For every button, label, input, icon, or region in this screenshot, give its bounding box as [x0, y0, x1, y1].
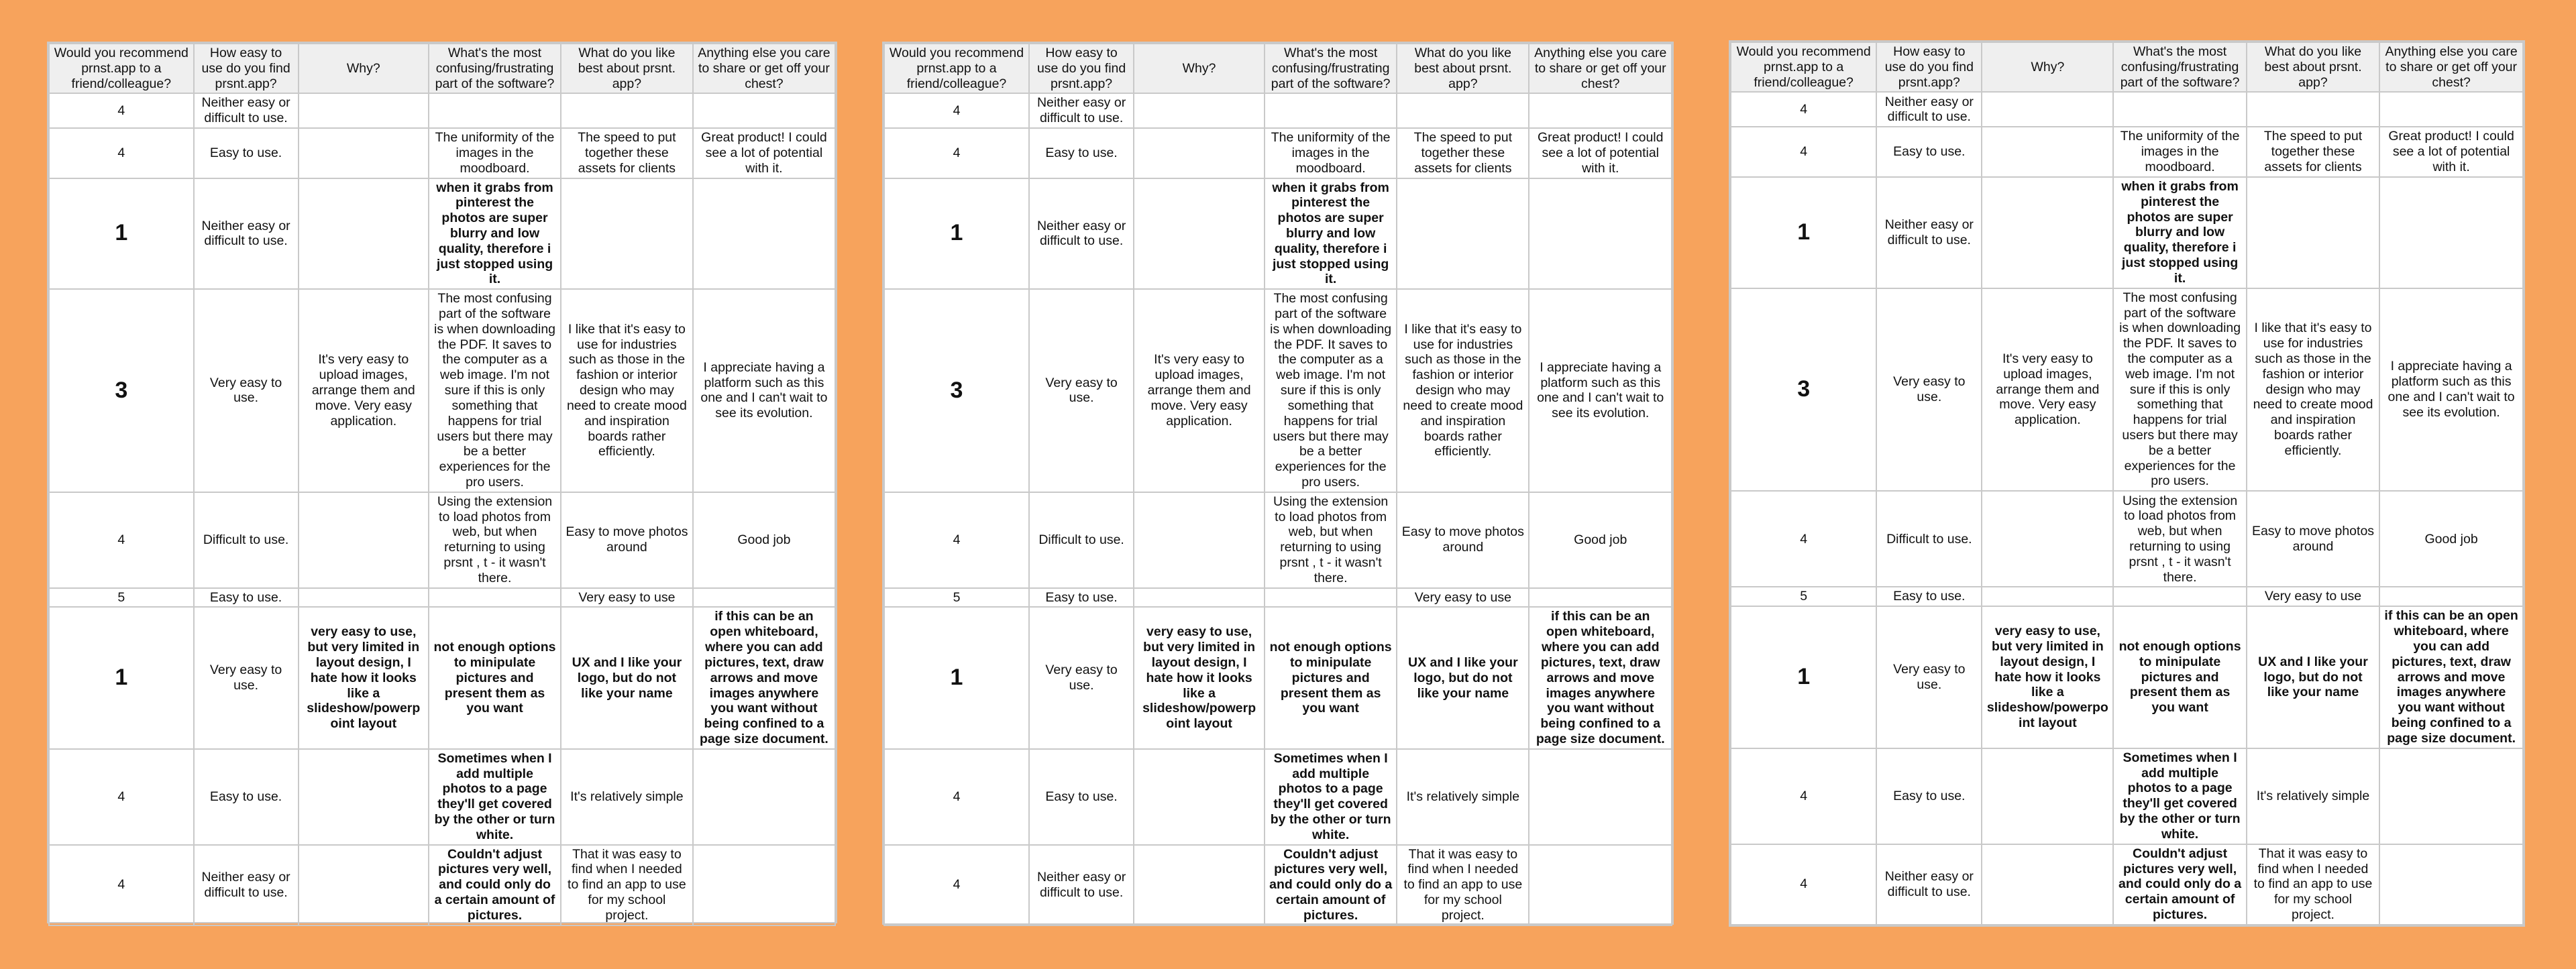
else-cell: Great product! I could see a lot of potential with it.	[2379, 127, 2523, 176]
why-cell	[1982, 748, 2113, 844]
confusing-cell: The uniformity of the images in the moodboard.	[1265, 128, 1397, 178]
table-row	[884, 178, 1672, 290]
column-header: What do you like best about prsnt. app?	[1397, 44, 1529, 93]
confusing-cell: Using the extension to load photos from web, but when returning to using prsnt , t - it wasn't there.	[2113, 491, 2246, 587]
else-cell	[693, 588, 835, 608]
table-row	[1731, 177, 2523, 288]
confusing-cell: not enough options to minipulate pictures and present them as you want	[2113, 606, 2246, 748]
recommend-rating-cell: 5	[884, 588, 1029, 608]
table-row	[1731, 491, 2523, 587]
why-cell	[1134, 128, 1265, 178]
confusing-cell	[2113, 92, 2246, 127]
why-cell	[1982, 844, 2113, 925]
confusing-cell	[1265, 93, 1397, 128]
else-cell: I appreciate having a platform such as this one and I can't wait to see its evolution.	[693, 289, 835, 492]
else-cell	[1529, 93, 1672, 128]
ease-cell: Neither easy or difficult to use.	[1029, 93, 1134, 128]
column-header: Why?	[1134, 44, 1265, 93]
table-row	[49, 845, 835, 925]
ease-cell: Neither easy or difficult to use.	[194, 93, 299, 128]
table-row	[884, 492, 1672, 588]
recommend-rating-cell: 4	[884, 845, 1029, 925]
recommend-rating-cell: 1	[49, 607, 194, 748]
else-cell: Good job	[2379, 491, 2523, 587]
ease-cell: Difficult to use.	[194, 492, 299, 588]
confusing-cell: The most confusing part of the software is when downloading the PDF. It saves to the computer as a web image. I'm not sure if this is only something that happens for trial users but there may be a better experiences for the pro users.	[2113, 288, 2246, 492]
table-row	[1731, 288, 2523, 492]
else-cell: if this can be an open whiteboard, where you can add pictures, text, draw arrows and move images anywhere you want without being confined to a page size document.	[2379, 606, 2523, 748]
table-row	[884, 289, 1672, 492]
recommend-rating-cell: 4	[49, 128, 194, 178]
confusing-cell: when it grabs from pinterest the photos are super blurry and low quality, therefore i just stopped using it.	[429, 178, 561, 290]
confusing-cell	[429, 588, 561, 608]
column-header: Anything else you care to share or get off your chest?	[2379, 42, 2523, 92]
else-cell: I appreciate having a platform such as this one and I can't wait to see its evolution.	[1529, 289, 1672, 492]
why-cell	[1134, 93, 1265, 128]
confusing-cell: Sometimes when I add multiple photos to a page they'll get covered by the other or turn white.	[1265, 749, 1397, 845]
why-cell	[1134, 749, 1265, 845]
like-cell: I like that it's easy to use for industries such as those in the fashion or interior design who may need to create mood and inspiration boards rather efficiently.	[1397, 289, 1529, 492]
table-row	[1731, 748, 2523, 844]
table-row	[884, 588, 1672, 608]
table-row	[884, 128, 1672, 178]
like-cell: Very easy to use	[1397, 588, 1529, 608]
why-cell: It's very easy to upload images, arrange them and move. Very easy application.	[1134, 289, 1265, 492]
like-cell: The speed to put together these assets for clients	[2247, 127, 2379, 176]
recommend-rating-cell: 4	[884, 93, 1029, 128]
why-cell	[1134, 178, 1265, 290]
ease-cell: Easy to use.	[1029, 128, 1134, 178]
else-cell: I appreciate having a platform such as this one and I can't wait to see its evolution.	[2379, 288, 2523, 492]
why-cell	[1982, 92, 2113, 127]
recommend-rating-cell: 4	[884, 492, 1029, 588]
column-header: What's the most confusing/frustrating part of the software?	[2113, 42, 2246, 92]
column-header: Would you recommend prnst.app to a friend/colleague?	[49, 44, 194, 93]
ease-cell: Easy to use.	[194, 749, 299, 845]
table-row	[1731, 92, 2523, 127]
survey-table	[1730, 42, 2524, 925]
like-cell	[1397, 93, 1529, 128]
table-row	[49, 128, 835, 178]
else-cell	[2379, 587, 2523, 606]
like-cell: Very easy to use	[561, 588, 693, 608]
like-cell: The speed to put together these assets for clients	[561, 128, 693, 178]
table-row	[49, 749, 835, 845]
else-cell	[1529, 588, 1672, 608]
column-header: Anything else you care to share or get off your chest?	[1529, 44, 1672, 93]
why-cell	[299, 845, 429, 925]
ease-cell: Neither easy or difficult to use.	[194, 845, 299, 925]
recommend-rating-cell: 4	[49, 845, 194, 925]
column-header: What's the most confusing/frustrating part of the software?	[1265, 44, 1397, 93]
why-cell	[1982, 127, 2113, 176]
else-cell	[693, 749, 835, 845]
confusing-cell: when it grabs from pinterest the photos are super blurry and low quality, therefore i just stopped using it.	[2113, 177, 2246, 288]
ease-cell: Easy to use.	[1029, 588, 1134, 608]
else-cell	[2379, 92, 2523, 127]
like-cell: Easy to move photos around	[1397, 492, 1529, 588]
else-cell	[693, 845, 835, 925]
like-cell: Easy to move photos around	[2247, 491, 2379, 587]
why-cell	[299, 178, 429, 290]
else-cell: if this can be an open whiteboard, where you can add pictures, text, draw arrows and move images anywhere you want without being confined to a page size document.	[1529, 607, 1672, 748]
ease-cell: Difficult to use.	[1876, 491, 1982, 587]
recommend-rating-cell: 1	[1731, 177, 1876, 288]
like-cell	[2247, 92, 2379, 127]
why-cell	[1134, 492, 1265, 588]
like-cell	[2247, 177, 2379, 288]
confusing-cell: Couldn't adjust pictures very well, and could only do a certain amount of pictures.	[429, 845, 561, 925]
column-header: What do you like best about prsnt. app?	[2247, 42, 2379, 92]
recommend-rating-cell: 1	[1731, 606, 1876, 748]
confusing-cell: Couldn't adjust pictures very well, and could only do a certain amount of pictures.	[1265, 845, 1397, 925]
column-header: Why?	[299, 44, 429, 93]
ease-cell: Very easy to use.	[1029, 607, 1134, 748]
like-cell: It's relatively simple	[1397, 749, 1529, 845]
table-row	[49, 492, 835, 588]
ease-cell: Neither easy or difficult to use.	[1876, 92, 1982, 127]
like-cell	[561, 178, 693, 290]
why-cell	[299, 93, 429, 128]
why-cell	[299, 492, 429, 588]
else-cell: Great product! I could see a lot of potential with it.	[693, 128, 835, 178]
else-cell	[2379, 844, 2523, 925]
column-header: Would you recommend prnst.app to a friend/colleague?	[1731, 42, 1876, 92]
survey-table-panel-2	[882, 42, 1674, 925]
confusing-cell: Couldn't adjust pictures very well, and could only do a certain amount of pictures.	[2113, 844, 2246, 925]
survey-table	[48, 43, 836, 926]
table-row	[1731, 606, 2523, 748]
recommend-rating-cell: 4	[1731, 844, 1876, 925]
ease-cell: Easy to use.	[194, 588, 299, 608]
else-cell	[1529, 178, 1672, 290]
recommend-rating-cell: 1	[884, 607, 1029, 748]
recommend-rating-cell: 4	[884, 749, 1029, 845]
like-cell: The speed to put together these assets for clients	[1397, 128, 1529, 178]
column-header: What's the most confusing/frustrating part of the software?	[429, 44, 561, 93]
recommend-rating-cell: 4	[1731, 491, 1876, 587]
recommend-rating-cell: 4	[884, 128, 1029, 178]
confusing-cell: The uniformity of the images in the moodboard.	[2113, 127, 2246, 176]
confusing-cell: Sometimes when I add multiple photos to a page they'll get covered by the other or turn white.	[2113, 748, 2246, 844]
like-cell: That it was easy to find when I needed to find an app to use for my school project.	[561, 845, 693, 925]
like-cell: I like that it's easy to use for industries such as those in the fashion or interior design who may need to create mood and inspiration boards rather efficiently.	[2247, 288, 2379, 492]
like-cell: I like that it's easy to use for industries such as those in the fashion or interior design who may need to create mood and inspiration boards rather efficiently.	[561, 289, 693, 492]
recommend-rating-cell: 4	[49, 749, 194, 845]
confusing-cell: Sometimes when I add multiple photos to a page they'll get covered by the other or turn white.	[429, 749, 561, 845]
confusing-cell	[429, 93, 561, 128]
ease-cell: Neither easy or difficult to use.	[1876, 177, 1982, 288]
header-row	[49, 44, 835, 93]
else-cell: Great product! I could see a lot of potential with it.	[1529, 128, 1672, 178]
confusing-cell: not enough options to minipulate pictures and present them as you want	[1265, 607, 1397, 748]
confusing-cell	[2113, 587, 2246, 606]
like-cell: UX and I like your logo, but do not like your name	[561, 607, 693, 748]
table-row	[49, 178, 835, 290]
recommend-rating-cell: 4	[1731, 127, 1876, 176]
column-header: How easy to use do you find prsnt.app?	[1029, 44, 1134, 93]
column-header: What do you like best about prsnt. app?	[561, 44, 693, 93]
confusing-cell: not enough options to minipulate pictures and present them as you want	[429, 607, 561, 748]
else-cell	[2379, 177, 2523, 288]
ease-cell: Very easy to use.	[1029, 289, 1134, 492]
like-cell: It's relatively simple	[2247, 748, 2379, 844]
why-cell	[1134, 845, 1265, 925]
ease-cell: Neither easy or difficult to use.	[1876, 844, 1982, 925]
column-header: Anything else you care to share or get off your chest?	[693, 44, 835, 93]
confusing-cell	[1265, 588, 1397, 608]
why-cell: It's very easy to upload images, arrange them and move. Very easy application.	[299, 289, 429, 492]
confusing-cell: The most confusing part of the software is when downloading the PDF. It saves to the computer as a web image. I'm not sure if this is only something that happens for trial users but there may be a better experiences for the pro users.	[1265, 289, 1397, 492]
ease-cell: Neither easy or difficult to use.	[194, 178, 299, 290]
why-cell	[1982, 587, 2113, 606]
table-row	[884, 607, 1672, 748]
ease-cell: Very easy to use.	[194, 289, 299, 492]
why-cell: It's very easy to upload images, arrange them and move. Very easy application.	[1982, 288, 2113, 492]
like-cell: Easy to move photos around	[561, 492, 693, 588]
recommend-rating-cell: 4	[49, 93, 194, 128]
recommend-rating-cell: 4	[1731, 92, 1876, 127]
confusing-cell: Using the extension to load photos from web, but when returning to using prsnt , t - it wasn't there.	[429, 492, 561, 588]
else-cell	[2379, 748, 2523, 844]
header-row	[1731, 42, 2523, 92]
table-row	[884, 93, 1672, 128]
column-header: Would you recommend prnst.app to a friend/colleague?	[884, 44, 1029, 93]
recommend-rating-cell: 5	[49, 588, 194, 608]
else-cell	[693, 93, 835, 128]
ease-cell: Very easy to use.	[194, 607, 299, 748]
why-cell	[1134, 588, 1265, 608]
confusing-cell: Using the extension to load photos from web, but when returning to using prsnt , t - it wasn't there.	[1265, 492, 1397, 588]
why-cell: very easy to use, but very limited in layout design, I hate how it looks like a slideshow/powerpoint layout	[299, 607, 429, 748]
like-cell: UX and I like your logo, but do not like your name	[1397, 607, 1529, 748]
else-cell: Good job	[693, 492, 835, 588]
header-row	[884, 44, 1672, 93]
confusing-cell: when it grabs from pinterest the photos are super blurry and low quality, therefore i just stopped using it.	[1265, 178, 1397, 290]
else-cell	[1529, 749, 1672, 845]
ease-cell: Easy to use.	[194, 128, 299, 178]
table-row	[884, 845, 1672, 925]
survey-table-panel-1	[47, 42, 837, 923]
table-row	[49, 588, 835, 608]
why-cell	[1982, 491, 2113, 587]
why-cell: very easy to use, but very limited in layout design, I hate how it looks like a slideshow/powerpoint layout	[1134, 607, 1265, 748]
else-cell: Good job	[1529, 492, 1672, 588]
survey-table	[883, 43, 1672, 926]
why-cell	[299, 128, 429, 178]
recommend-rating-cell: 5	[1731, 587, 1876, 606]
table-row	[1731, 844, 2523, 925]
ease-cell: Easy to use.	[1029, 749, 1134, 845]
confusing-cell: The uniformity of the images in the moodboard.	[429, 128, 561, 178]
recommend-rating-cell: 3	[884, 289, 1029, 492]
like-cell: It's relatively simple	[561, 749, 693, 845]
else-cell	[1529, 845, 1672, 925]
ease-cell: Very easy to use.	[1876, 288, 1982, 492]
table-row	[49, 93, 835, 128]
why-cell	[299, 749, 429, 845]
column-header: How easy to use do you find prsnt.app?	[1876, 42, 1982, 92]
why-cell	[299, 588, 429, 608]
like-cell: Very easy to use	[2247, 587, 2379, 606]
table-row	[1731, 587, 2523, 606]
recommend-rating-cell: 3	[49, 289, 194, 492]
ease-cell: Difficult to use.	[1029, 492, 1134, 588]
column-header: How easy to use do you find prsnt.app?	[194, 44, 299, 93]
like-cell	[561, 93, 693, 128]
why-cell	[1982, 177, 2113, 288]
table-row	[1731, 127, 2523, 176]
recommend-rating-cell: 1	[49, 178, 194, 290]
ease-cell: Neither easy or difficult to use.	[1029, 178, 1134, 290]
recommend-rating-cell: 3	[1731, 288, 1876, 492]
why-cell: very easy to use, but very limited in layout design, I hate how it looks like a slideshow/powerpoint layout	[1982, 606, 2113, 748]
ease-cell: Easy to use.	[1876, 587, 1982, 606]
like-cell: UX and I like your logo, but do not like your name	[2247, 606, 2379, 748]
table-row	[49, 289, 835, 492]
recommend-rating-cell: 1	[884, 178, 1029, 290]
like-cell	[1397, 178, 1529, 290]
like-cell: That it was easy to find when I needed to find an app to use for my school project.	[2247, 844, 2379, 925]
ease-cell: Easy to use.	[1876, 127, 1982, 176]
ease-cell: Easy to use.	[1876, 748, 1982, 844]
else-cell: if this can be an open whiteboard, where you can add pictures, text, draw arrows and move images anywhere you want without being confined to a page size document.	[693, 607, 835, 748]
table-row	[884, 749, 1672, 845]
column-header: Why?	[1982, 42, 2113, 92]
ease-cell: Very easy to use.	[1876, 606, 1982, 748]
like-cell: That it was easy to find when I needed to find an app to use for my school project.	[1397, 845, 1529, 925]
confusing-cell: The most confusing part of the software is when downloading the PDF. It saves to the computer as a web image. I'm not sure if this is only something that happens for trial users but there may be a better experiences for the pro users.	[429, 289, 561, 492]
recommend-rating-cell: 4	[1731, 748, 1876, 844]
table-row	[49, 607, 835, 748]
else-cell	[693, 178, 835, 290]
ease-cell: Neither easy or difficult to use.	[1029, 845, 1134, 925]
survey-table-panel-3	[1729, 40, 2525, 927]
recommend-rating-cell: 4	[49, 492, 194, 588]
